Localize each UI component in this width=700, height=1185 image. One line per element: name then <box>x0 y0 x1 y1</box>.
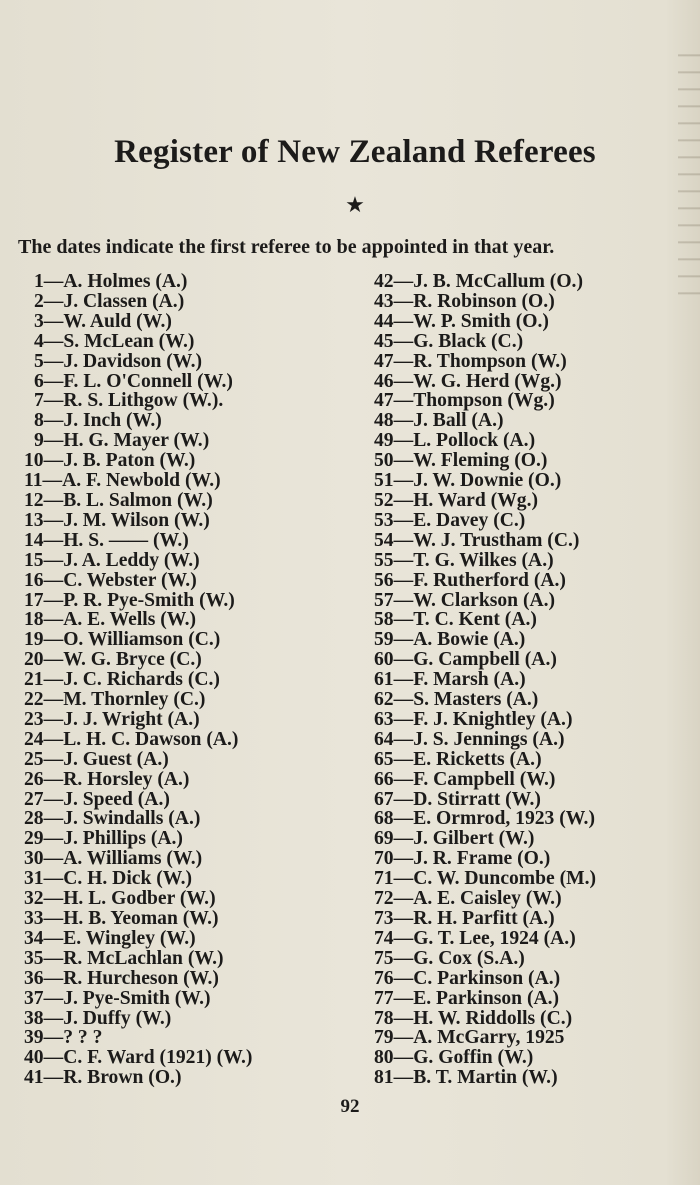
referee-list-left <box>20 272 360 1088</box>
referee-entry: 53—E. Davey (C.) <box>374 509 526 531</box>
referee-entry: 33—H. B. Yeoman (W.) <box>24 908 219 929</box>
referee-entry: 1—A. Holmes (A.) <box>34 271 188 292</box>
referee-entry: 34—E. Wingley (W.) <box>24 927 196 949</box>
referee-entry: 22—M. Thornley (C.) <box>24 689 206 711</box>
referee-entry: 65—E. Ricketts (A.) <box>374 748 542 770</box>
referee-entry: 66—F. Campbell (W.) <box>374 768 556 790</box>
intro-note: The dates indicate the first referee to be appointed in that year. <box>18 236 555 258</box>
referee-entry: 51—J. W. Downie (O.) <box>374 470 562 492</box>
page-number: 92 <box>340 1096 360 1117</box>
referee-entry: 16—C. Webster (W.) <box>24 569 197 591</box>
referee-entry: 15—J. A. Leddy (W.) <box>24 549 200 571</box>
referee-entry: 10—J. B. Paton (W.) <box>24 450 196 472</box>
referee-entry: 48—J. Ball (A.) <box>374 410 504 432</box>
page-title: Register of New Zealand Referees <box>114 134 596 170</box>
referee-entry: 73—R. H. Parfitt (A.) <box>374 908 555 929</box>
referee-entry: 64—J. S. Jennings (A.) <box>374 728 565 750</box>
referee-entry: 40—C. F. Ward (1921) (W.) <box>24 1047 253 1069</box>
referee-entry: 6—F. L. O'Connell (W.) <box>34 370 233 392</box>
referee-entry: 39—? ? ? <box>24 1027 103 1049</box>
referee-entry: 4—S. McLean (W.) <box>34 330 195 352</box>
referee-entry: 37—J. Pye-Smith (W.) <box>24 987 211 1009</box>
referee-entry: 72—A. E. Caisley (W.) <box>374 888 562 910</box>
referee-entry: 42—J. B. McCallum (O.) <box>374 271 583 292</box>
referee-entry: 47—Thompson (Wg.) <box>374 390 555 412</box>
referee-entry: 50—W. Fleming (O.) <box>374 450 548 472</box>
referee-entry: 55—T. G. Wilkes (A.) <box>374 549 554 571</box>
referee-entry: 49—L. Pollock (A.) <box>374 430 536 452</box>
referee-entry: 67—D. Stirratt (W.) <box>374 788 541 810</box>
referee-entry: 23—J. J. Wright (A.) <box>24 708 200 730</box>
referee-entry: 76—C. Parkinson (A.) <box>374 967 561 989</box>
referee-entry: 71—C. W. Duncombe (M.) <box>374 868 597 890</box>
referee-entry: 61—F. Marsh (A.) <box>374 669 526 691</box>
referee-entry: 70—J. R. Frame (O.) <box>374 848 551 870</box>
referee-entry: 32—H. L. Godber (W.) <box>24 888 216 910</box>
referee-entry: 60—G. Campbell (A.) <box>374 649 557 671</box>
referee-entry: 74—G. T. Lee, 1924 (A.) <box>374 927 576 949</box>
referee-entry: 5—J. Davidson (W.) <box>34 350 203 372</box>
referee-entry: 19—O. Williamson (C.) <box>24 629 221 651</box>
referee-entry: 52—H. Ward (Wg.) <box>374 489 539 511</box>
referee-entry: 43—R. Robinson (O.) <box>374 290 555 312</box>
referee-entry: 36—R. Hurcheson (W.) <box>24 967 219 989</box>
referee-entry: 27—J. Speed (A.) <box>24 788 170 810</box>
referee-entry: 9—H. G. Mayer (W.) <box>34 430 210 452</box>
referee-entry: 12—B. L. Salmon (W.) <box>24 489 213 511</box>
referee-entry: 29—J. Phillips (A.) <box>24 828 183 850</box>
referee-entry: 77—E. Parkinson (A.) <box>374 987 560 1009</box>
referee-entry: 31—C. H. Dick (W.) <box>24 868 193 890</box>
referee-entry: 24—L. H. C. Dawson (A.) <box>24 728 239 750</box>
referee-entry: 45—G. Black (C.) <box>374 330 524 352</box>
referee-entry: 26—R. Horsley (A.) <box>24 768 190 790</box>
referee-entry: 2—J. Classen (A.) <box>34 290 185 312</box>
referee-entry: 30—A. Williams (W.) <box>24 848 203 870</box>
referee-entry: 35—R. McLachlan (W.) <box>24 947 224 969</box>
referee-entry: 47—R. Thompson (W.) <box>374 350 567 372</box>
referee-entry: 7—R. S. Lithgow (W.). <box>34 390 224 412</box>
referee-entry: 28—J. Swindalls (A.) <box>24 808 201 830</box>
referee-entry: 11—A. F. Newbold (W.) <box>24 470 221 492</box>
referee-entry: 59—A. Bowie (A.) <box>374 629 526 651</box>
referee-entry: 41—R. Brown (O.) <box>24 1067 182 1089</box>
referee-entry: 25—J. Guest (A.) <box>24 748 169 770</box>
referee-entry: 81—B. T. Martin (W.) <box>374 1067 558 1089</box>
referee-entry: 56—F. Rutherford (A.) <box>374 569 566 591</box>
referee-entry: 46—W. G. Herd (Wg.) <box>374 370 562 392</box>
referee-entry: 8—J. Inch (W.) <box>34 410 162 432</box>
referee-entry: 68—E. Ormrod, 1923 (W.) <box>374 808 595 830</box>
referee-entry: 20—W. G. Bryce (C.) <box>24 649 202 671</box>
referee-entry: 17—P. R. Pye-Smith (W.) <box>24 589 235 611</box>
star-ornament-icon: ★ <box>345 192 365 217</box>
referee-entry: 80—G. Goffin (W.) <box>374 1047 534 1069</box>
referee-entry: 62—S. Masters (A.) <box>374 689 539 711</box>
referee-entry: 69—J. Gilbert (W.) <box>374 828 535 850</box>
referee-entry: 63—F. J. Knightley (A.) <box>374 708 573 730</box>
referee-entry: 79—A. McGarry, 1925 <box>374 1027 565 1049</box>
referee-entry: 38—J. Duffy (W.) <box>24 1007 172 1029</box>
referee-entry: 13—J. M. Wilson (W.) <box>24 509 210 531</box>
referee-entry: 58—T. C. Kent (A.) <box>374 609 537 631</box>
referee-entry: 3—W. Auld (W.) <box>34 310 172 332</box>
referee-entry: 21—J. C. Richards (C.) <box>24 669 220 691</box>
referee-entry: 78—H. W. Riddolls (C.) <box>374 1007 573 1029</box>
referee-entry: 44—W. P. Smith (O.) <box>374 310 549 332</box>
referee-entry: 54—W. J. Trustham (C.) <box>374 529 580 551</box>
referee-entry: 75—G. Cox (S.A.) <box>374 947 525 969</box>
referee-entry: 18—A. E. Wells (W.) <box>24 609 197 631</box>
referee-entry: 57—W. Clarkson (A.) <box>374 589 556 611</box>
referee-list-right <box>374 272 700 1088</box>
referee-entry: 14—H. S. —— (W.) <box>24 529 189 551</box>
